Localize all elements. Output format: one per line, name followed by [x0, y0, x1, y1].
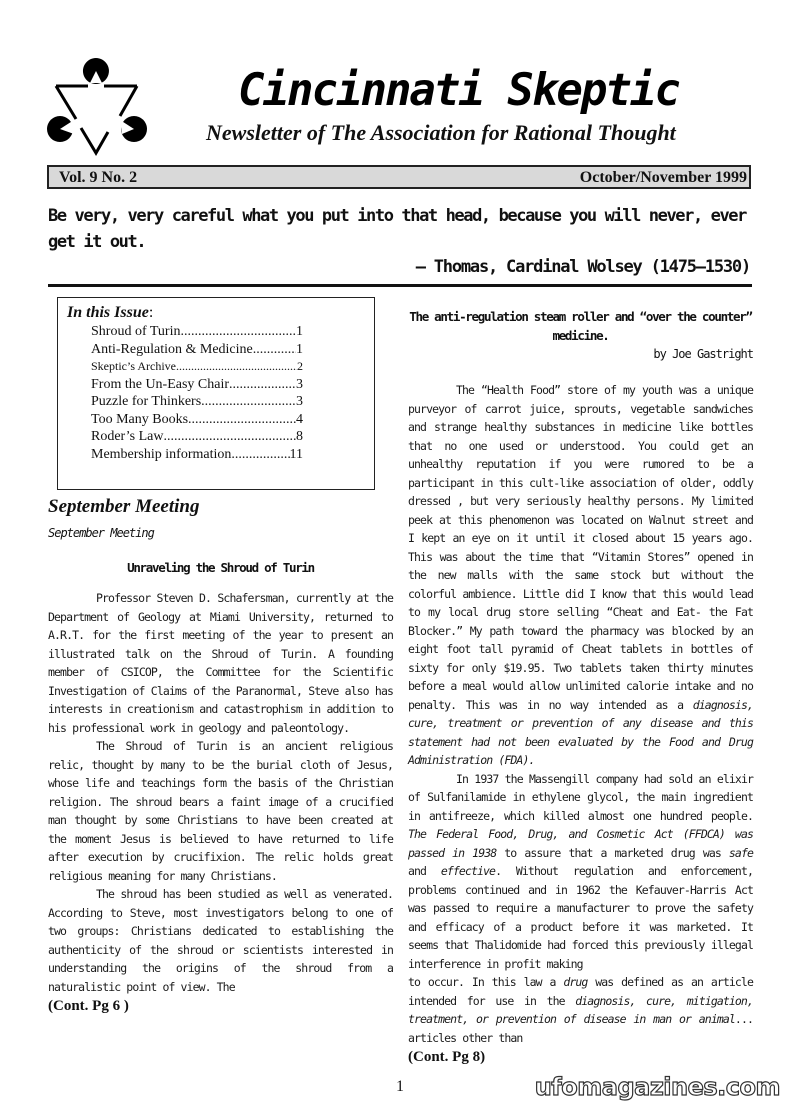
left-column [48, 297, 393, 1016]
issue-date: October/November 1999 [579, 169, 747, 186]
divider-rule [48, 284, 752, 287]
toc-item[interactable]: Roder’s Law ..... 8 [91, 428, 303, 446]
epigraph-attribution: — Thomas, Cardinal Wolsey (1475–1530) [415, 257, 750, 277]
toc-item[interactable]: From the Un-Easy Chair ..... 3 [91, 376, 303, 394]
paragraph: The shroud has been studied as well as venerated. According to Steve, most investigators belong to one of two groups: Christians dedicated to establishing the authenticity of the shroud or scientists interested in understanding the origins of the shroud from a naturalistic point of view. The [48, 887, 393, 994]
kanizsa-triangle-logo-icon [44, 56, 148, 156]
article-body-anti-regulation [408, 381, 753, 1047]
toc-item[interactable]: Membership information ..... 11 [91, 446, 303, 464]
page-number: 1 [396, 1078, 404, 1095]
toc-item[interactable]: Skeptic’s Archive ..... 2 [91, 358, 303, 376]
newsletter-subtitle: Newsletter of The Association for Rational Thought [206, 120, 676, 145]
epigraph-quote: Be very, very careful what you put into that head, because you will never, ever get it out. [48, 206, 746, 252]
byline: by Joe Gastright [653, 347, 753, 361]
section-subheading: September Meeting [48, 526, 154, 540]
paragraph: The Shroud of Turin is an ancient religious relic, thought by many to be the burial cloth of Jesus, whose life and teachings form the basis of the Christian religion. The shroud bears a faint image of a crucified man thought by some Christians to have been created at the moment Jesus is believed to have returned to life after execution by crucifixion. The relic holds great religious meaning for many Christians. [48, 739, 393, 883]
issue-bar [47, 165, 751, 189]
toc-list [91, 323, 303, 463]
article-title-shroud: Unraveling the Shroud of Turin [127, 560, 314, 575]
volume-number: Vol. 9 No. 2 [59, 169, 138, 186]
paragraph: to occur. In this law a drug was defined as an article intended for use in the diagnosis, cure, mitigation, treatment, or prevention of disease in man or animal... articles other than [408, 975, 753, 1045]
continued-link[interactable]: (Cont. Pg 6 ) [48, 998, 129, 1014]
paragraph: The “Health Food” store of my youth was a unique purveyor of carrot juice, sprouts, vegetable sandwiches and strange healthy substances in medicine like bottles that no one used or understood. You could get an unhealthy reputation if you were rumored to be a participant in this cult-like association of older, oddly dressed , but very seriously healthy persons. My limited peek at this phenomenon was located on Walnut street and I kept an eye on it until it closed about 15 years ago. This was about the time that “Vitamin Stores” opened in the new malls with the same stock but without the colorful ambience. Little did I know that this would lead to my local drug store selling “Cheat and Eat- the Fat Blocker.” My path toward the pharmacy was blocked by an eight foot tall pyramid of Cheat tablets in bottles of sixty for only $19.95. Two tablets taken thirty minutes before a meal would allow unlimited calorie intake and no penalty. This was in no way intended as a diagnosis, cure, treatment or prevention of any disease and this statement had not been evaluated by the Food and Drug Administration (FDA). [408, 383, 753, 767]
toc-item[interactable]: Shroud of Turin ..... 1 [91, 323, 303, 341]
newsletter-title: Cincinnati Skeptic [238, 65, 679, 116]
toc-item[interactable]: Puzzle for Thinkers ..... 3 [91, 393, 303, 411]
toc-item[interactable]: Too Many Books ..... 4 [91, 411, 303, 429]
article-body-shroud [48, 589, 393, 996]
watermark: ufomagazines.com [534, 1073, 780, 1101]
toc-item[interactable]: Anti-Regulation & Medicine ..... 1 [91, 341, 303, 359]
paragraph: In 1937 the Massengill company had sold an elixir of Sulfanilamide in ethylene glycol, the main ingredient in antifreeze, which killed almost one hundred people. The Federal Food, Drug, and Cosmetic Act (FFDCA) was passed in 1938 to assure that a marketed drug was safe and effective. Without regulation and enforcement, problems continued and in 1962 the Kefauver-Harris Act was passed to require a manufacturer to prove the safety and efficacy of a product before it was marketed. It seems that Thalidomide had forced this previously illegal interference in profit making [408, 771, 753, 971]
toc-title: In this Issue: [67, 304, 154, 321]
continued-link[interactable]: (Cont. Pg 8) [408, 1049, 486, 1065]
paragraph: Professor Steven D. Schafersman, currently at the Department of Geology at Miami University, returned to A.R.T. for the first meeting of the year to present an illustrated talk on the Shroud of Turin. A founding member of CSICOP, the Committee for the Scientific Investigation of Claims of the Paranormal, Steve also has interests in creationism and catastrophism in addition to his professional work in geology and paleontology. [48, 591, 393, 735]
section-heading: September Meeting [48, 496, 200, 517]
right-column [408, 297, 753, 1067]
article-title-anti-regulation: The anti-regulation steam roller and “over the counter” medicine. [409, 309, 752, 343]
table-of-contents [57, 297, 375, 490]
